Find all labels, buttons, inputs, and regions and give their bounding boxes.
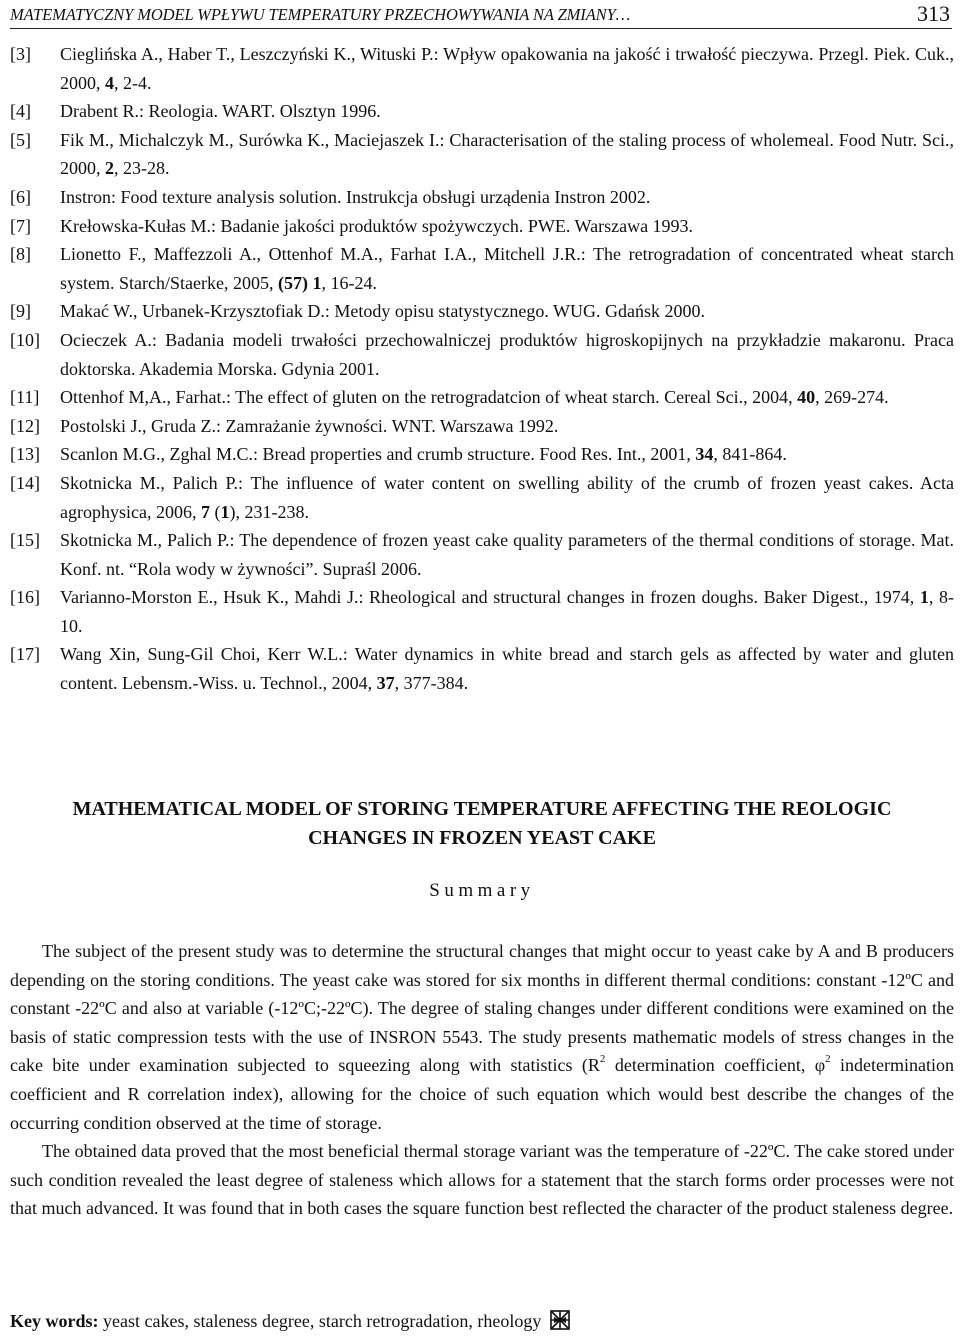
reference-text-part: ( <box>209 501 221 522</box>
reference-item <box>10 40 954 97</box>
reference-text <box>60 297 954 326</box>
reference-text <box>60 440 954 469</box>
reference-item <box>10 297 954 326</box>
reference-number: [4] <box>10 101 31 122</box>
reference-text-part: , 8-10. <box>60 587 954 636</box>
reference-text-part: Wang Xin, Sung-Gil Choi, Kerr W.L.: Water dynamics in white bread and starch gels as affected by water and gluten content. Lebensm.-Wiss. u. Technol., 2004, <box>60 644 954 694</box>
reference-text <box>60 583 954 640</box>
superscript: 2 <box>599 1053 606 1066</box>
reference-text-part: Ottenhof M,A., Farhat.: The effect of gluten on the retrogradatcion of wheat starch. Cereal Sci., 2004, <box>60 387 798 408</box>
reference-text <box>60 526 954 583</box>
reference-item <box>10 640 954 697</box>
reference-number: [3] <box>10 44 31 64</box>
reference-number: [5] <box>10 129 31 150</box>
superscript: 2 <box>825 1053 831 1066</box>
reference-text-part: Lionetto F., Maffezzoli A., Ottenhof M.A., Farhat I.A., Mitchell J.R.: The retrogradation of concentrated wheat starch system. Starch/Staerke, 2005, <box>60 244 954 293</box>
reference-number: [12] <box>10 415 40 436</box>
reference-text-part: Krełowska-Kułas M.: Badanie jakości produktów spożywczych. PWE. Warszawa 1993. <box>60 215 694 236</box>
reference-text-part: Instron: Food texture analysis solution. Instrukcja obsługi urządenia Instron 2002. <box>60 186 651 207</box>
reference-text <box>60 126 954 183</box>
crossed-square-icon <box>550 1310 570 1330</box>
reference-item <box>10 326 954 383</box>
reference-text-part: , 269-274. <box>815 387 889 408</box>
summary-heading: Summary <box>429 880 535 901</box>
reference-number: [10] <box>10 329 40 350</box>
reference-text <box>60 183 954 212</box>
reference-item <box>10 126 954 183</box>
reference-text-part: Varianno-Morston E., Hsuk K., Mahdi J.: Rheological and structural changes in frozen doughs. Baker Digest., 1974, <box>60 587 920 608</box>
reference-volume: 2 <box>105 158 114 179</box>
reference-item <box>10 412 954 441</box>
reference-text-part: Makać W., Urbanek-Krzysztofiak D.: Metody opisu statystycznego. WUG. Gdańsk 2000. <box>60 301 706 322</box>
reference-text <box>60 326 954 383</box>
keywords-label: Key words: <box>10 1311 99 1331</box>
running-header <box>10 0 952 29</box>
reference-number: [16] <box>10 587 40 608</box>
reference-item <box>10 583 954 640</box>
reference-text-part: Scanlon M.G., Zghal M.C.: Bread properties and crumb structure. Food Res. Int., 2001, <box>60 444 696 465</box>
reference-text-part: Skotnicka M., Palich P.: The dependence of frozen yeast cake quality parameters of the thermal conditions of storage. Mat. Konf. nt. “Rola wody w żywności”. Supraśl 2006. <box>60 530 954 579</box>
reference-volume: 1 <box>312 272 322 293</box>
reference-text <box>60 212 954 241</box>
abstract-paragraph-2: The obtained data proved that the most beneficial thermal storage variant was the temperature of -22ºC. The cake stored under such condition revealed the least degree of staleness which allows for a statement that the starch forms order processes were not that much advanced. It was found that in both cases the square function best reflected the character of the product staleness degree. <box>10 1141 954 1219</box>
paper-title <box>10 795 954 853</box>
reference-item <box>10 526 954 583</box>
reference-text <box>60 383 954 412</box>
reference-text <box>60 469 954 526</box>
reference-text <box>60 240 954 297</box>
paper-title-line-2: CHANGES IN FROZEN YEAST CAKE <box>308 827 656 849</box>
keywords <box>10 1307 570 1335</box>
reference-text <box>60 640 954 697</box>
reference-text-part: ), 231-238. <box>229 501 309 522</box>
reference-number: [17] <box>10 644 40 665</box>
reference-item <box>10 240 954 297</box>
reference-number: [9] <box>10 301 31 322</box>
reference-volume: (57) <box>277 272 308 293</box>
running-title: MATEMATYCZNY MODEL WPŁYWU TEMPERATURY PRZECHOWYWANIA NA ZMIANY… <box>10 5 631 24</box>
reference-item <box>10 383 954 412</box>
reference-text-part: Skotnicka M., Palich P.: The influence of water content on swelling ability of the crumb of frozen yeast cakes. Acta agrophysica, 2006, <box>60 472 954 522</box>
reference-volume: 34 <box>695 444 714 465</box>
reference-text-part: Drabent R.: Reologia. WART. Olsztyn 1996. <box>60 101 381 122</box>
reference-number: [7] <box>10 215 31 236</box>
reference-number: [13] <box>10 444 40 465</box>
reference-volume: 1 <box>919 587 929 608</box>
abstract <box>10 937 954 1223</box>
abstract-text-part: indetermination coefficient and R correlation index), allowing for the choice of such equation which would best describe the changes of the occurring condition observed at the time of storage. <box>10 1055 954 1133</box>
reference-text <box>60 40 954 97</box>
paper-title-line-1: MATHEMATICAL MODEL OF STORING TEMPERATURE AFFECTING THE REOLOGIC <box>72 798 892 820</box>
reference-text-part: Ocieczek A.: Badania modeli trwałości przechowalniczej produktów higroskopijnych na przykładzie makaronu. Praca doktorska. Akademia Morska. Gdynia 2001. <box>60 329 954 379</box>
reference-text <box>60 412 954 441</box>
reference-text-part: , 841-864. <box>713 444 787 465</box>
reference-text-part: , 377-384. <box>394 673 469 694</box>
reference-number: [6] <box>10 186 31 207</box>
reference-volume: 4 <box>105 72 114 93</box>
abstract-paragraph-1 <box>10 937 954 1137</box>
reference-text-part: , 2-4. <box>114 72 152 93</box>
reference-item <box>10 469 954 526</box>
reference-number: [8] <box>10 244 31 265</box>
reference-number: [15] <box>10 530 40 551</box>
reference-text-part: Postolski J., Gruda Z.: Zamrażanie żywności. WNT. Warszawa 1992. <box>60 415 559 436</box>
reference-number: [11] <box>10 387 40 408</box>
reference-list <box>10 40 954 698</box>
reference-number: [14] <box>10 472 40 493</box>
keywords-text: yeast cakes, staleness degree, starch retrogradation, rheology <box>103 1311 542 1331</box>
reference-text-part: Fik M., Michalczyk M., Surówka K., Maciejaszek I.: Characterisation of the staling process of wholemeal. Food Nutr. Sci., 2000, <box>60 129 954 179</box>
reference-volume: 1 <box>220 501 230 522</box>
reference-text-part: Cieglińska A., Haber T., Leszczyński K., Wituski P.: Wpływ opakowania na jakość i trwałość pieczywa. Przegl. Piek. Cuk., 2000, <box>60 44 954 93</box>
reference-text-part: , 23-28. <box>114 158 170 179</box>
reference-item <box>10 440 954 469</box>
reference-volume: 7 <box>200 501 210 522</box>
reference-volume: 37 <box>376 673 395 694</box>
reference-item <box>10 212 954 241</box>
reference-text-part: , 16-24. <box>321 272 377 293</box>
reference-item <box>10 97 954 126</box>
reference-volume: 40 <box>797 387 816 408</box>
reference-text <box>60 97 954 126</box>
abstract-text-part: The subject of the present study was to determine the structural changes that might occur to yeast cake by A and B producers depending on the storing conditions. The yeast cake was stored for six months in different thermal conditions: constant -12ºC and constant -22ºC and also at variable (-12ºC;-22ºC). The degree of staling changes under different conditions were examined on the basis of static compression tests with the use of INSRON 5543. The study presents mathematic models of stress changes in the cake bite under examination subjected to squeezing along with statistics (R <box>10 941 954 1076</box>
page-number: 313 <box>917 1 950 26</box>
abstract-text-part: determination coefficient, φ <box>605 1055 826 1076</box>
reference-item <box>10 183 954 212</box>
